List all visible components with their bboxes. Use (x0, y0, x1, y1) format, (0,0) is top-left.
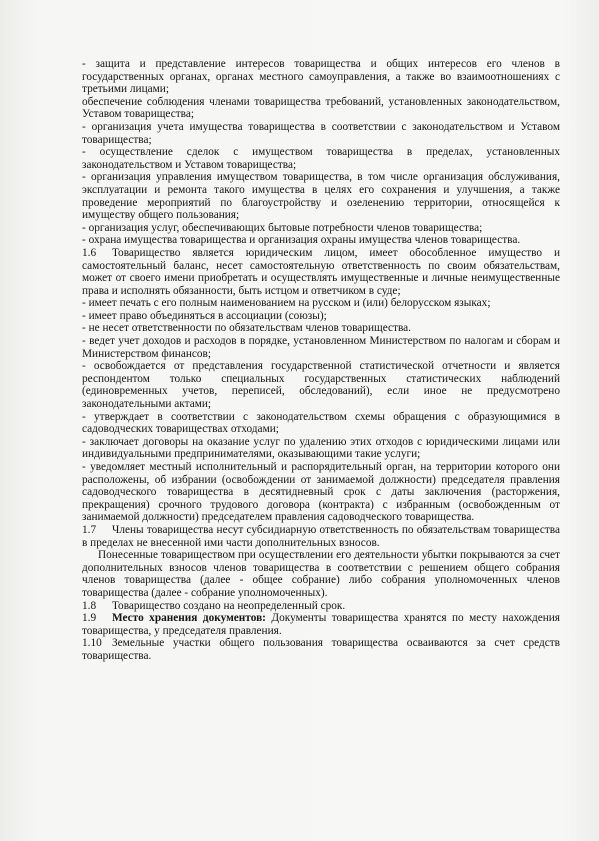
paragraph-waste-contracts: - заключает договоры на оказание услуг по удалению этих отходов с юридическими лицами или индивидуальными предпринимателями, оказывающими такие услуги; (82, 435, 560, 461)
paragraph-losses: Понесенные товариществом при осуществлении его деятельности убытки покрываются за счет дополнительных взносов членов товарищества в соответствии с решением общего собрания членов товарищества (далее - общее собрание) либо собрания уполномоченных членов товарищества (далее - собрание уполномоченных). (82, 549, 560, 599)
paragraph-compliance: обеспечение соблюдения членами товарищества требований, установленных законодательством, Уставом товарищества; (82, 95, 560, 121)
paragraph-waste-schemes: - утверждает в соответствии с законодательством схемы обращения с образующимися в садоводческих товариществах отходами; (82, 410, 560, 436)
paragraph-1-10: 1.10 Земельные участки общего пользования товарищества осваиваются за счет средств товарищества. (82, 637, 560, 662)
paragraph-1-7: 1.7 Члены товарищества несут субсидиарную ответственность по обязательствам товарищества в пределах не внесенной ими части дополнительных взносов. (82, 523, 560, 549)
clause-number: 1.8 (82, 599, 97, 612)
paragraph-protection-interests: - защита и представление интересов товарищества и общих интересов его членов в государственных органах, органах местного самоуправления, а также во взаимоотношениях с третьими лицами; (82, 58, 560, 96)
paragraph-1-8: 1.8 Товарищество создано на неопределенный срок. (82, 599, 346, 612)
paragraph-income-accounting: - ведет учет доходов и расходов в порядке, установленном Министерством по налогам и сборам и Министерством финансов; (82, 335, 560, 360)
clause-number: 1.7 (82, 523, 97, 536)
document-body (82, 58, 560, 663)
paragraph-services: - организация услуг, обеспечивающих бытовые потребности членов товарищества; (82, 221, 483, 234)
clause-heading: Место хранения документов: (112, 612, 266, 625)
paragraph-1-9: 1.9 Место хранения документов: Документы товарищества хранятся по месту нахождения товарищества, у председателя правления. (82, 612, 560, 637)
paragraph-property-accounting: - организация учета имущества товарищества в соответствии с законодательством и Уставом товарищества; (82, 120, 560, 146)
paragraph-property-management: - организация управления имуществом товарищества, в том числе организация обслуживания, эксплуатации и ремонта такого имущества в целях его сохранения и улучшения, а также проведение мероприятий по благоустройству и озеленению территории, относящейся к имуществу общего пользования; (82, 171, 560, 222)
paragraph-1-6: 1.6 Товарищество является юридическим лицом, имеет обособленное имущество и самостоятельный баланс, несет самостоятельную ответственность по своим обязательствам, может от своего имени приобретать и осуществлять имущественные и личные неимущественные права и исполнять обязанности, быть истцом и ответчиком в суде; (82, 246, 560, 297)
paragraph-liability: - не несет ответственности по обязательствам членов товарищества. (82, 322, 411, 335)
clause-number: 1.6 (82, 246, 97, 259)
paragraph-notification: - уведомляет местный исполнительный и распорядительный орган, на территории которого они расположены, об избрании (освобождении от занимаемой должности) председателя правления садоводческого товарищества в десятидневный срок с даты заключения (расторжения, прекращения) срочного трудового договора (контракта) с избранным (освобожденным от занимаемой должности) председателем правления садоводческого товарищества. (82, 461, 560, 524)
paragraph-associations: - имеет право объединяться в ассоциации (союзы); (82, 309, 327, 322)
clause-number: 1.10 (82, 637, 102, 650)
paragraph-seal: - имеет печать с его полным наименованием на русском и (или) белорусском языках; (82, 297, 491, 310)
paragraph-property-transactions: - осуществление сделок с имуществом товарищества в пределах, установленных законодательством и Уставом товарищества; (82, 146, 560, 171)
paragraph-security: - охрана имущества товарищества и организация охраны имущества членов товарищества. (82, 234, 521, 247)
paragraph-statistics: - освобождается от представления государственной статистической отчетности и является респондентом только специальных государственных статистических наблюдений (единовременных учетов, переписей, обследований), если иное не предусмотрено законодательными актами; (82, 360, 560, 411)
clause-number: 1.9 (82, 612, 97, 625)
